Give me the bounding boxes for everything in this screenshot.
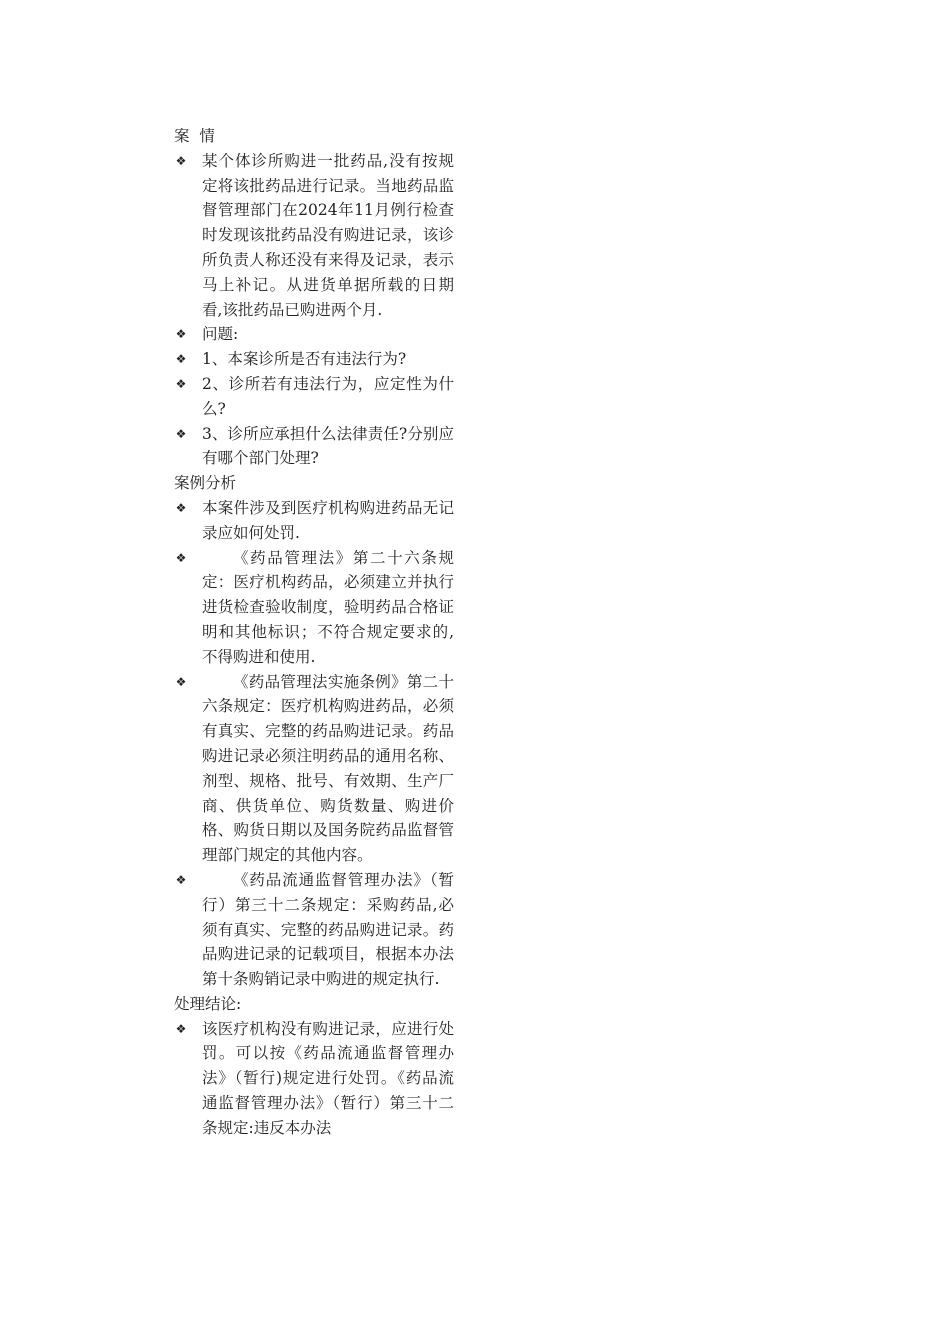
list-item-text: 问题:: [202, 325, 239, 344]
list-item-text: 该医疗机构没有购进记录，应进行处罚。可以按《药品流通监督管理办法》（暂行)规定进行处罚。《药品流通监督管理办法》（暂行）第三十二条规定:违反本办法: [202, 1019, 454, 1137]
list-item: [174, 670, 454, 868]
diamond-bullet-icon: ❖: [175, 674, 187, 689]
list-item-text: 本案件涉及到医疗机构购进药品无记录应如何处罚.: [202, 498, 454, 542]
list-item: [174, 149, 454, 323]
list-item-text: 某个体诊所购进一批药品,没有按规定将该批药品进行记录。当地药品监督管理部门在2024年11月例行检查时发现该批药品没有购进记录，该诊所负责人称还没有来得及记录，表示马上补记。从进货单据所载的日期看,该批药品已购进两个月.: [202, 151, 454, 319]
list-item: [174, 322, 454, 347]
list-item: [174, 1017, 454, 1141]
list-item: [174, 546, 454, 670]
list-item: [174, 496, 454, 546]
section-conclusion: [174, 992, 454, 1141]
list-item-text: 《药品流通监督管理办法》（暂行）第三十二条规定：采购药品,必须有真实、完整的药品购进记录。药品购进记录的记载项目，根据本办法第十条购销记录中购进的规定执行.: [202, 870, 454, 989]
diamond-bullet-icon: ❖: [175, 153, 187, 168]
diamond-bullet-icon: ❖: [175, 327, 187, 342]
diamond-bullet-icon: ❖: [175, 1021, 187, 1036]
diamond-bullet-icon: ❖: [175, 426, 187, 441]
list-item: [174, 347, 454, 372]
section-heading-analysis: 案例分析: [174, 474, 237, 493]
list-item: [174, 372, 454, 422]
list-item-text: 《药品管理法实施条例》第二十六条规定：医疗机构购进药品，必须有真实、完整的药品购进记录。药品购进记录必须注明药品的通用名称、剂型、规格、批号、有效期、生产厂商、供货单位、购货数量、购进价格、购货日期以及国务院药品监督管理部门规定的其他内容。: [202, 672, 454, 865]
list-item-text: 2、诊所若有违法行为，应定性为什么?: [202, 374, 454, 418]
section-analysis: [174, 471, 454, 992]
section-case: [174, 124, 454, 471]
list-item-text: 1、本案诊所是否有违法行为?: [202, 350, 407, 369]
list-item-text: 《药品管理法》第二十六条规定：医疗机构药品，必须建立并执行进货检查验收制度，验明药品合格证明和其他标识；不符合规定要求的,不得购进和使用.: [202, 548, 454, 666]
section-heading-conclusion: 处理结论:: [174, 994, 242, 1013]
list-item-text: 3、诊所应承担什么法律责任?分别应有哪个部门处理?: [202, 424, 454, 468]
list-item: [174, 868, 454, 992]
diamond-bullet-icon: ❖: [175, 500, 187, 515]
document-page: [174, 124, 454, 1141]
diamond-bullet-icon: ❖: [175, 550, 187, 565]
list-item: [174, 422, 454, 472]
diamond-bullet-icon: ❖: [175, 352, 187, 367]
section-heading-case: 案 情: [174, 127, 215, 145]
diamond-bullet-icon: ❖: [175, 872, 187, 887]
diamond-bullet-icon: ❖: [175, 376, 187, 391]
